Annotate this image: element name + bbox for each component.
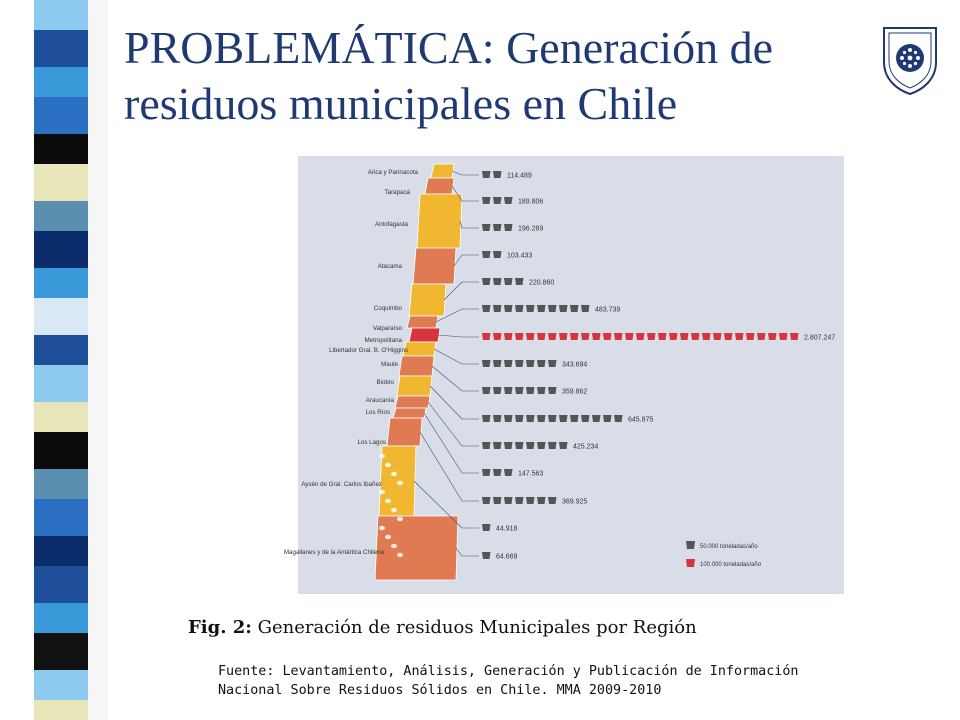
grey-bin-icon [504,224,513,231]
map-region-shape [431,164,454,178]
grey-bin-icon [482,305,491,312]
region-label: Aysén de Gral. Carlos Ibañez [301,481,382,488]
grey-bin-icon [493,442,502,449]
map-region-shape [387,418,422,446]
map-island-shape [385,535,391,539]
map-island-shape [385,499,391,503]
map-region-shape [413,248,456,284]
red-bin-icon [570,333,579,340]
grey-bin-icon [559,415,568,422]
grey-bin-icon [548,497,557,504]
leader-line [424,413,479,473]
red-bin-icon [713,333,722,340]
map-island-shape [385,463,391,467]
region-label: Valparaíso [372,325,402,332]
value-label: 114.489 [507,172,532,180]
grey-bin-icon [515,387,524,394]
source-line-2: Nacional Sobre Residuos Sólidos en Chile. MMA 2009-2010 [218,683,662,698]
value-label: 2.807.247 [804,334,836,342]
grey-bin-icon [482,197,491,204]
value-label: 64.669 [496,553,518,561]
grey-bin-icon [482,224,491,231]
map-region-shape [409,284,446,316]
grey-bin-icon [548,415,557,422]
grey-bin-icon [482,387,491,394]
grey-bin-icon [526,415,535,422]
red-bin-icon [790,333,799,340]
legend-label: 100.000 toneladas/año [700,562,762,568]
grey-bin-icon [482,171,491,178]
region-label: Coquimbo [373,305,402,312]
grey-bin-icon [581,415,590,422]
grey-bin-icon [482,497,491,504]
red-bin-icon [504,333,513,340]
value-label: 483.739 [595,306,621,314]
red-bin-icon [746,333,755,340]
caption-label: Fig. 2: [188,617,252,638]
leader-line [452,171,479,175]
grey-bin-icon [515,442,524,449]
leader-line [434,349,479,364]
grey-bin-icon [504,360,513,367]
grey-bin-icon [504,442,513,449]
region-label: Tarapacá [384,189,410,196]
decorative-stripe-bar [0,0,112,720]
grey-bin-icon [537,360,546,367]
grey-bin-icon [493,197,502,204]
title-line-2: residuos municipales en Chile [124,78,678,129]
map-island-shape [397,517,403,521]
map-region-shape [395,396,430,408]
red-bin-icon [592,333,601,340]
map-region-shape [409,328,440,342]
red-bin-icon [647,333,656,340]
grey-bin-icon [526,305,535,312]
grey-bin-icon [515,360,524,367]
grey-bin-icon [482,469,491,476]
red-bin-icon [779,333,788,340]
grey-bin-icon [504,415,513,422]
grey-bin-icon [482,552,491,559]
source-line-1: Fuente: Levantamiento, Análisis, Generación y Publicación de Información [218,664,799,679]
grey-bin-icon [504,497,513,504]
red-bin-icon [493,333,502,340]
map-island-shape [397,553,403,557]
grey-bin-icon [493,387,502,394]
grey-bin-icon [559,305,568,312]
source-note [218,662,798,700]
value-label: 645.875 [628,416,654,424]
grey-bin-icon [614,415,623,422]
grey-bin-icon [504,305,513,312]
grey-bin-icon [515,278,524,285]
red-bin-icon [768,333,777,340]
map-region-shape [407,316,438,328]
map-region-shape [393,408,426,418]
grey-bin-icon [537,305,546,312]
region-label: Araucanía [365,397,394,404]
university-seal-logo [878,24,942,96]
grey-bin-icon [592,415,601,422]
red-bin-icon [735,333,744,340]
grey-bin-icon [526,387,535,394]
grey-bin-icon [515,497,524,504]
value-label: 220.860 [529,279,555,287]
value-label: 343.694 [562,361,588,369]
grey-bin-icon [493,278,502,285]
region-label: Magallanes y de la Antártica Chilena [283,549,384,556]
leader-line [420,432,479,501]
grey-bin-icon [482,360,491,367]
region-label: Biobío [376,379,394,386]
slide-title [124,20,884,132]
grey-bin-icon [493,224,502,231]
red-bin-icon [669,333,678,340]
title-line-1: PROBLEMÁTICA: Generación de [124,22,773,73]
grey-bin-icon [504,278,513,285]
grey-bin-icon [493,305,502,312]
grey-bin-icon [603,415,612,422]
grey-bin-icon [548,387,557,394]
grey-bin-icon [548,442,557,449]
leader-line [438,335,479,337]
region-label: Los Ríos [365,409,390,416]
leader-line [456,548,479,556]
red-bin-icon [614,333,623,340]
red-bin-icon [482,333,491,340]
map-region-shape [399,356,434,376]
chile-waste-map-figure [283,156,844,594]
leader-line [428,402,479,446]
grey-bin-icon [570,305,579,312]
map-island-shape [391,508,397,512]
grey-bin-icon [493,415,502,422]
grey-bin-icon [515,415,524,422]
figure-caption [188,617,697,638]
legend-label: 50.000 toneladas/año [700,544,758,550]
grey-bin-icon [493,497,502,504]
red-bin-icon [691,333,700,340]
red-bin-icon [636,333,645,340]
value-label: 196.289 [518,225,544,233]
grey-bin-icon [548,360,557,367]
red-bin-icon [537,333,546,340]
map-region-shape [397,376,432,396]
grey-bin-icon [482,415,491,422]
value-label: 369.925 [562,498,588,506]
value-label: 44.918 [496,525,518,533]
red-bin-icon [559,333,568,340]
grey-bin-icon [526,442,535,449]
grey-bin-icon [482,524,491,531]
grey-bin-icon [504,197,513,204]
grey-bin-icon [493,360,502,367]
grey-bin-icon [504,387,513,394]
value-label: 103.433 [507,252,533,260]
grey-bin-icon [526,360,535,367]
grey-bin-icon [504,469,513,476]
grey-bin-icon [537,387,546,394]
grey-bin-icon [482,278,491,285]
value-label: 359.862 [562,388,588,396]
red-bin-icon [658,333,667,340]
grey-bin-icon [515,305,524,312]
legend-grey-bin-icon [686,541,695,549]
value-label: 189.806 [518,198,544,206]
value-label: 147.563 [518,470,544,478]
grey-bin-icon [493,171,502,178]
leader-line [460,221,479,228]
region-label: Arica y Parinacota [367,169,418,176]
grey-bin-icon [482,251,491,258]
red-bin-icon [515,333,524,340]
map-region-shape [417,194,462,248]
region-label: Los Lagos [357,439,386,446]
grey-bin-icon [526,497,535,504]
grey-bin-icon [548,305,557,312]
grey-bin-icon [493,469,502,476]
grey-bin-icon [537,415,546,422]
red-bin-icon [724,333,733,340]
map-island-shape [379,526,385,530]
red-bin-icon [526,333,535,340]
map-island-shape [397,481,403,485]
leader-line [432,366,479,391]
red-bin-icon [581,333,590,340]
region-label: Libertador Gral. B. O'Higgins [329,347,408,354]
legend-red-bin-icon [686,559,695,567]
red-bin-icon [680,333,689,340]
red-bin-icon [603,333,612,340]
map-island-shape [391,472,397,476]
region-label: Metropolitana [364,337,402,344]
grey-bin-icon [570,415,579,422]
map-region-shape [375,516,458,580]
map-region-shape [425,178,454,194]
region-label: Atacama [377,263,402,270]
region-label: Antofagasta [374,221,408,228]
red-bin-icon [702,333,711,340]
map-island-shape [379,454,385,458]
leader-line [454,255,479,266]
grey-bin-icon [537,497,546,504]
region-label: Maule [381,361,398,368]
grey-bin-icon [581,305,590,312]
caption-text: Generación de residuos Municipales por Región [251,617,697,638]
red-bin-icon [757,333,766,340]
map-island-shape [379,490,385,494]
map-island-shape [391,544,397,548]
grey-bin-icon [537,442,546,449]
red-bin-icon [625,333,634,340]
leader-line [444,282,479,300]
red-bin-icon [548,333,557,340]
grey-bin-icon [493,251,502,258]
grey-bin-icon [482,442,491,449]
grey-bin-icon [559,442,568,449]
value-label: 425.234 [573,443,599,451]
